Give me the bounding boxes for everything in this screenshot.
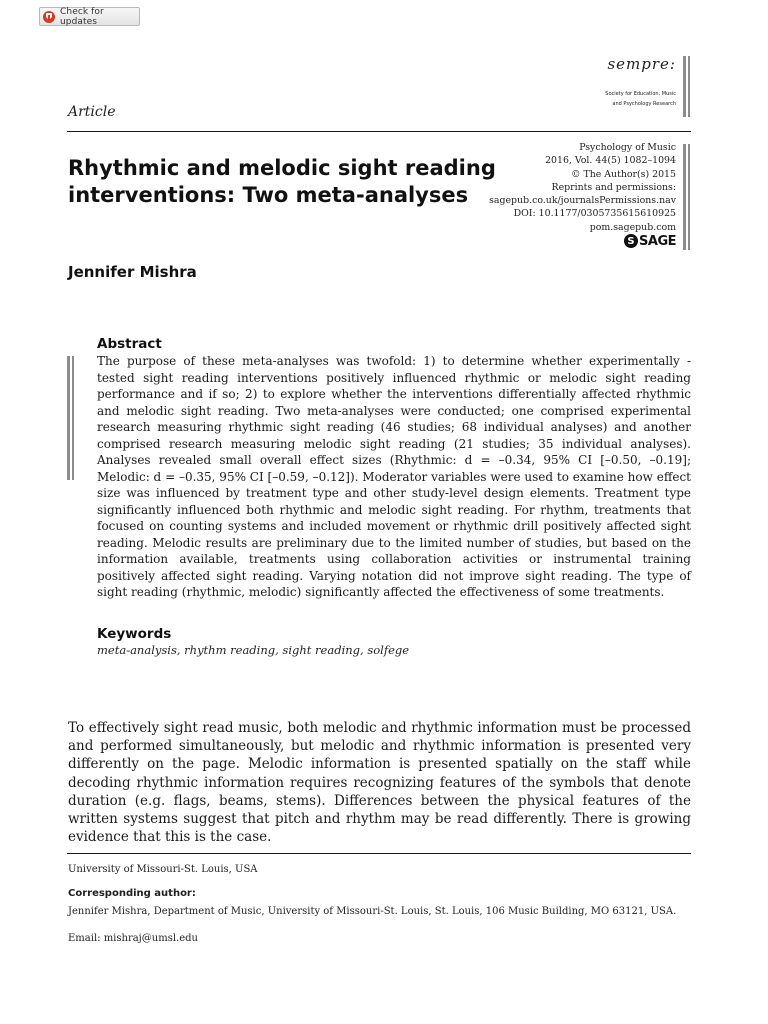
- meta-side-bar-thin: [688, 144, 690, 250]
- abstract-side-bar: [67, 356, 70, 480]
- check-for-updates-button[interactable]: [39, 7, 140, 26]
- abstract-side-bar-thin: [72, 356, 74, 480]
- author-name: Jennifer Mishra: [68, 263, 197, 281]
- sempre-subtitle-line1: Society for Education, Music: [605, 91, 676, 97]
- header-rule: [67, 131, 691, 132]
- copyright: © The Author(s) 2015: [571, 168, 676, 180]
- doi[interactable]: DOI: 10.1177/0305735615610925: [513, 208, 676, 220]
- keywords-list: meta-analysis, rhythm reading, sight reading, solfege: [97, 643, 410, 657]
- corresponding-author-address: Jennifer Mishra, Department of Music, University of Missouri-St. Louis, St. Louis, 106 Music Building, MO 63121, USA.: [68, 906, 677, 917]
- header-side-bar-thin: [688, 56, 690, 117]
- check-for-updates-label: Check for updates: [60, 6, 104, 27]
- sempre-logo: sempre:: [607, 55, 676, 73]
- corresponding-author-label: Corresponding author:: [68, 888, 196, 899]
- body-paragraph: To effectively sight read music, both melodic and rhythmic information must be processed and performed simultaneously, but melodic and rhythmic information is presented very differently on the page. Melodic information is presented spatially on the staff while decoding rhythmic information requires recognizing features of the symbols that denote duration (e.g. flags, beams, stems). Differences between the physical features of the written systems suggest that pitch and rhythm may be read differently. There is growing evidence that this is the case.: [68, 720, 691, 846]
- affiliation: University of Missouri-St. Louis, USA: [68, 864, 258, 875]
- article-title: Rhythmic and melodic sight reading interventions: Two meta-analyses: [68, 156, 496, 207]
- journal-name: Psychology of Music: [579, 142, 676, 153]
- journal-volume: 2016, Vol. 44(5) 1082–1094: [545, 155, 676, 167]
- abstract-heading: Abstract: [97, 336, 162, 352]
- corresponding-email[interactable]: Email: mishraj@umsl.edu: [68, 933, 198, 944]
- sage-logo: [614, 233, 676, 249]
- journal-url[interactable]: pom.sagepub.com: [589, 221, 676, 233]
- header-side-bar: [683, 56, 686, 117]
- abstract-text: The purpose of these meta-analyses was twofold: 1) to determine whether experimentally - tested sight reading interventions positively influenced rhythmic or melodic sight reading performance and if so; 2) to explore whether the interventions differentially affected rhythmic and melodic sight reading. Two meta-analyses were conducted; one comprised experimental research measuring rhythmic sight reading (46 studies; 68 individual analyses) and another comprised research measuring melodic sight reading (21 studies; 35 individual analyses). Analyses revealed small overall effect sizes (Rhythmic: d = –0.34, 95% CI [–0.50, –0.19]; Melodic: d = –0.35, 95% CI [–0.59, –0.12]). Moderator variables were used to examine how effect size was influenced by treatment type and other study-level design elements. Treatment type significantly influenced both rhythmic and melodic sight reading. For rhythm, treatments that focused on counting systems and included movement or rhythmic drill positively affected sight reading. Melodic results are preliminary due to the limited number of studies, but based on the information available, treatments using collaboration activities or instrumental training positively affected sight reading. Varying notation did not improve sight reading. The type of sight reading (rhythmic, melodic) significantly affected the effectiveness of some treatments.: [97, 354, 691, 599]
- meta-side-bar: [683, 144, 686, 250]
- sage-s-icon: S: [624, 234, 638, 248]
- sage-logo-text: SAGE: [639, 233, 676, 249]
- reprints-label: Reprints and permissions:: [551, 181, 676, 193]
- keywords-heading: Keywords: [97, 626, 172, 642]
- journal-meta: [466, 141, 676, 234]
- article-type-label: Article: [68, 104, 116, 120]
- bookmark-icon: [43, 11, 55, 23]
- sempre-logo-subtitle: [560, 89, 676, 109]
- permissions-link[interactable]: sagepub.co.uk/journalsPermissions.nav: [489, 195, 676, 207]
- sempre-subtitle-line2: and Psychology Research: [612, 101, 676, 107]
- footer-rule: [67, 853, 691, 854]
